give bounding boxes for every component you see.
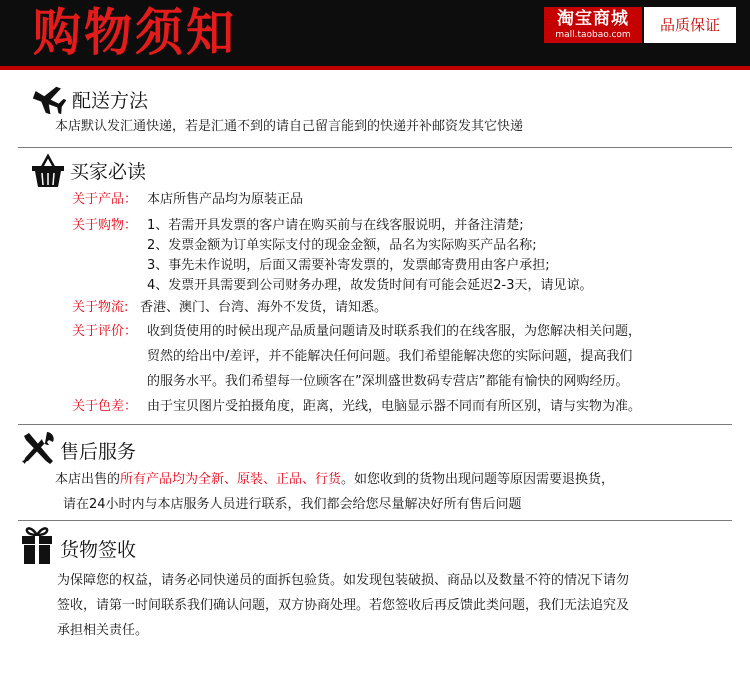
aftersale-line1-highlight: 所有产品均为全新、原装、正品、行货 bbox=[120, 472, 342, 487]
divider bbox=[18, 520, 732, 521]
section-title-aftersale: 售后服务 bbox=[60, 441, 137, 463]
airplane-icon bbox=[32, 82, 66, 114]
section-title-delivery: 配送方法 bbox=[72, 90, 149, 112]
review-line: 的服务水平。我们希望每一位顾客在”深圳盛世数码专营店”都能有愉快的网购经历。 bbox=[147, 374, 629, 389]
aftersale-line1-post: 。如您收到的货物出现问题等原因需要退换货， bbox=[341, 472, 615, 487]
shopping-basket-icon bbox=[30, 153, 66, 189]
mall-name: 淘宝商城 bbox=[557, 9, 629, 29]
purchase-item: 1、若需开具发票的客户请在购买前与在线客服说明，并备注清楚; bbox=[147, 218, 524, 233]
purchase-item: 2、发票金额为订单实际支付的现金金额，品名为实际购买产品名称; bbox=[147, 238, 537, 253]
receipt-line: 签收，请第一时间联系我们确认问题，双方协商处理。若您签收后再反馈此类问题，我们无法追究及 bbox=[57, 598, 630, 613]
page-title: 购物须知 bbox=[33, 3, 238, 63]
divider bbox=[18, 424, 732, 425]
aftersale-line1-pre: 本店出售的 bbox=[55, 472, 121, 487]
aftersale-line1 bbox=[55, 470, 614, 490]
logistics-label: 关于物流: bbox=[72, 300, 129, 315]
gift-box-icon bbox=[20, 525, 54, 565]
delivery-text: 本店默认发汇通快递，若是汇通不到的请自己留言能到的快递并补邮资发其它快递 bbox=[55, 119, 524, 134]
purchase-label: 关于购物： bbox=[72, 218, 138, 233]
product-text: 本店所售产品均为原装正品 bbox=[147, 192, 304, 207]
header-underline bbox=[0, 66, 750, 70]
purchase-item: 4、发票开具需要到公司财务办理，故发货时间有可能会延迟2-3天，请见谅。 bbox=[147, 278, 593, 293]
aftersale-line2: 请在24小时内与本店服务人员进行联系，我们都会给您尽量解决好所有售后问题 bbox=[63, 497, 522, 512]
quality-badge: 品质保证 bbox=[644, 7, 736, 43]
purchase-item: 3、事先未作说明，后面又需要补寄发票的，发票邮寄费用由客户承担; bbox=[147, 258, 550, 273]
receipt-line: 承担相关责任。 bbox=[57, 623, 149, 638]
review-line: 贸然的给出中/差评，并不能解决任何问题。我们希望能解决您的实际问题，提高我们 bbox=[147, 349, 633, 364]
section-title-receipt: 货物签收 bbox=[60, 539, 137, 561]
review-line: 收到货使用的时候出现产品质量问题请及时联系我们的在线客服，为您解决相关问题， bbox=[147, 324, 642, 339]
color-text: 由于宝贝图片受拍摄角度，距离，光线，电脑显示器不同而有所区别，请与实物为准。 bbox=[147, 399, 642, 414]
product-label: 关于产品： bbox=[72, 192, 138, 207]
wrench-screwdriver-icon bbox=[20, 430, 56, 466]
color-label: 关于色差： bbox=[72, 399, 138, 414]
tmall-logo[interactable] bbox=[544, 7, 642, 43]
divider bbox=[18, 147, 732, 148]
section-title-buyer: 买家必读 bbox=[70, 161, 147, 183]
receipt-line: 为保障您的权益，请务必同快递员的面拆包验货。如发现包装破损、商品以及数量不符的情况下请勿 bbox=[57, 573, 630, 588]
mall-url: mall.taobao.com bbox=[555, 30, 631, 40]
header-banner bbox=[0, 0, 750, 66]
logistics-text: 香港、澳门、台湾、海外不发货，请知悉。 bbox=[140, 300, 388, 315]
review-label: 关于评价： bbox=[72, 324, 138, 339]
